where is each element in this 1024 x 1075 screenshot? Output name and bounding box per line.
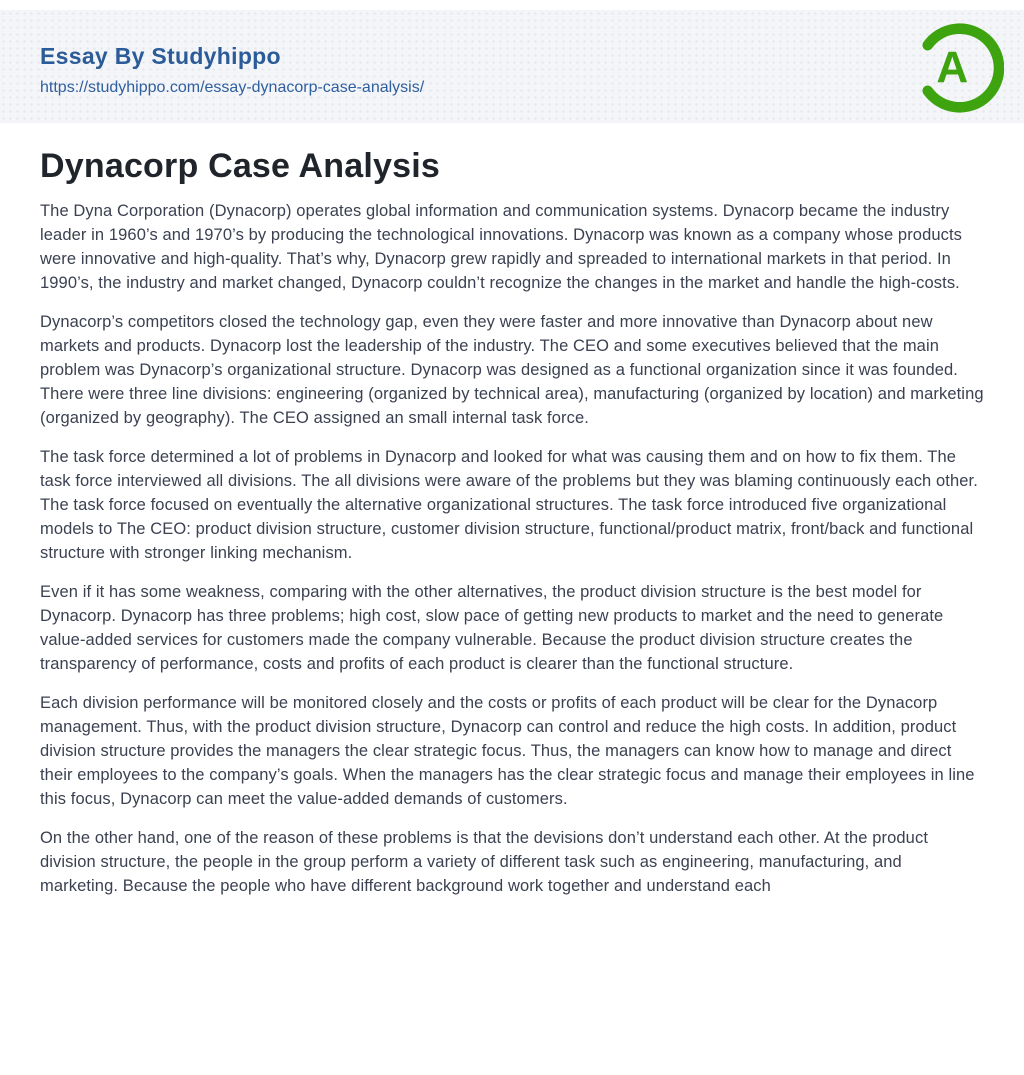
header-text-block: [40, 37, 424, 97]
essay-paragraph: The task force determined a lot of problems in Dynacorp and looked for what was causing them and on how to fix them. The task force interviewed all divisions. The all divisions were aware of the problems but they was blaming continuously each other. The task force focused on eventually the alternative organizational structures. The task force introduced five organizational models to The CEO: product division structure, customer division structure, functional/product matrix, front/back and functional structure with stronger linking mechanism.: [40, 448, 978, 562]
essay-paragraph: On the other hand, one of the reason of these problems is that the devisions don’t understand each other. At the product division structure, the people in the group perform a variety of different task such as engineering, manufacturing, and marketing. Because the people who have different background work together and understand each: [40, 829, 928, 895]
essay-paragraph: Dynacorp’s competitors closed the technology gap, even they were faster and more innovative than Dynacorp about new markets and products. Dynacorp lost the leadership of the industry. The CEO and some executives believed that the main problem was Dynacorp’s organizational structure. Dynacorp was designed as a functional organization since it was founded. There were three line divisions: engineering (organized by technical area), manufacturing (organized by location) and marketing (organized by geography). The CEO assigned an small internal task force.: [40, 313, 984, 427]
top-white-strip: [0, 0, 1024, 10]
logo-letter: A: [936, 42, 969, 92]
essay-url-link[interactable]: https://studyhippo.com/essay-dynacorp-case-analysis/: [40, 78, 425, 96]
essay-paragraph: Each division performance will be monitored closely and the costs or profits of each product will be clear for the Dynacorp management. Thus, with the product division structure, Dynacorp can control and reduce the high costs. In addition, product division structure provides the managers the clear strategic focus. Thus, the managers can know how to manage and direct their employees to the company’s goals. When the managers has the clear strategic focus and manage their employees in line this focus, Dynacorp can meet the value-added demands of customers.: [40, 694, 975, 808]
essay-paragraph: Even if it has some weakness, comparing with the other alternatives, the product division structure is the best model for Dynacorp. Dynacorp has three problems; high cost, slow pace of getting new products to market and the need to generate value-added services for customers made the company vulnerable. Because the product division structure creates the transparency of performance, costs and profits of each product is clearer than the functional structure.: [40, 583, 944, 673]
logo-arc-a-icon: [912, 22, 1004, 114]
site-brand: Essay By Studyhippo: [40, 42, 281, 69]
essay-paragraph: The Dyna Corporation (Dynacorp) operates global information and communication systems. Dynacorp became the industry leader in 1960’s and 1970’s by producing the technological innovations. Dynacorp was known as a company whose products were innovative and high-quality. That’s why, Dynacorp grew rapidly and spreaded to international markets in that period. In 1990’s, the industry and market changed, Dynacorp couldn’t recognize the changes in the market and handle the high-costs.: [40, 202, 963, 292]
studyhippo-logo-icon: [912, 22, 1004, 114]
essay-body: [40, 199, 984, 898]
header-banner: [0, 10, 1024, 123]
page-title: Dynacorp Case Analysis: [40, 147, 440, 185]
article-content: [0, 123, 1024, 898]
